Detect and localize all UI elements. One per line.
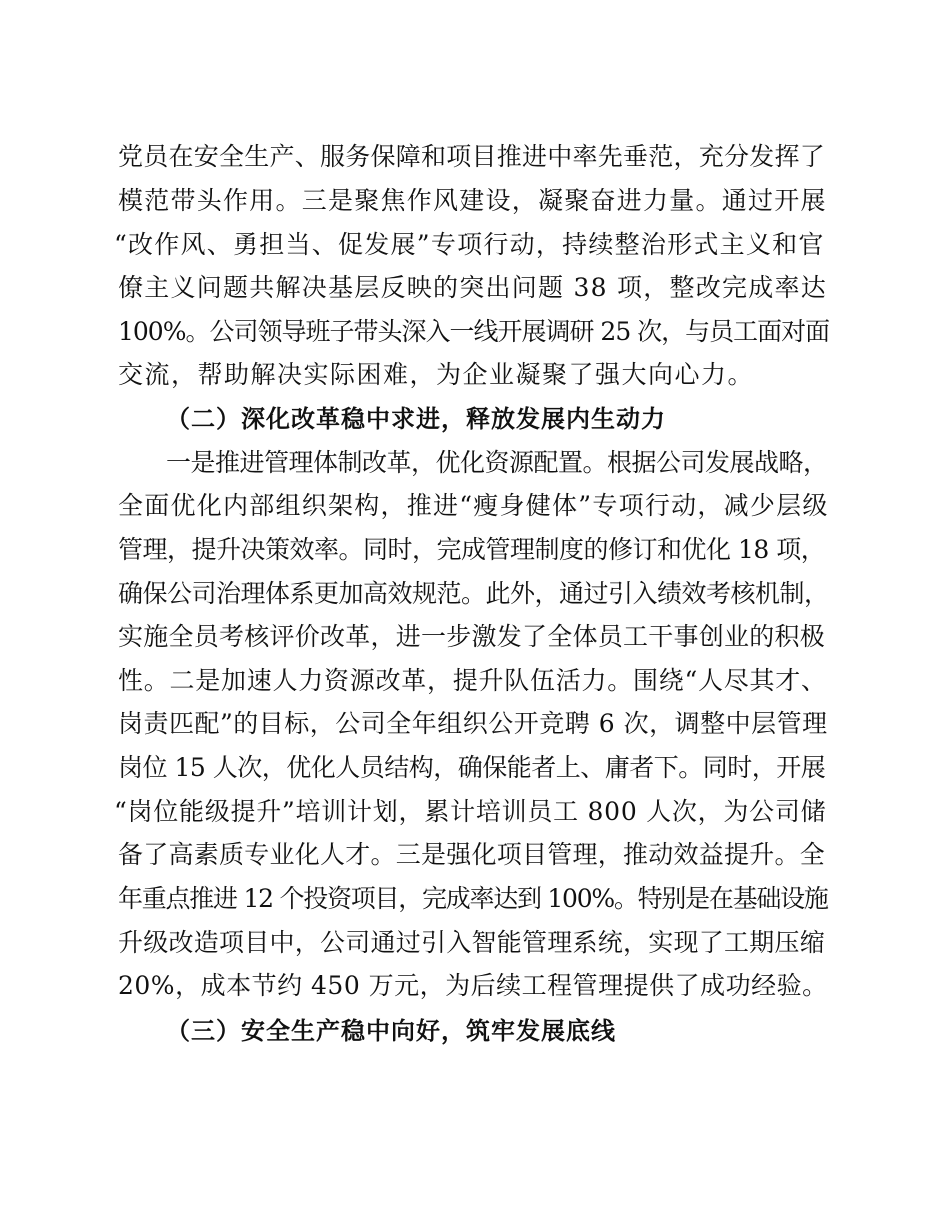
paragraph-line: 一是推进管理体制改革，优化资源配置。根据公司发展战略， <box>166 448 828 477</box>
paragraph-line: “岗位能级提升”培训计划，累计培训员工 800 人次，为公司储 <box>114 797 827 826</box>
paragraph-line: 备了高素质专业化人才。三是强化项目管理，推动效益提升。全 <box>118 840 826 869</box>
paragraph-line: 20%，成本节约 450 万元，为后续工程管理提供了成功经验。 <box>118 971 828 1000</box>
paragraph-line: 年重点推进 12 个投资项目，完成率达到 100%。特别是在基础设施 <box>118 884 828 913</box>
paragraph-line: 全面优化内部组织架构，推进“瘦身健体”专项行动，减少层级 <box>118 491 829 520</box>
section-heading-3: （三）安全生产稳中向好，筑牢发展底线 <box>166 1017 616 1045</box>
section-heading-2: （二）深化改革稳中求进，释放发展内生动力 <box>166 405 666 433</box>
paragraph-line: 岗位 15 人次，优化人员结构，确保能者上、庸者下。同时，开展 <box>118 753 826 782</box>
paragraph-line: 僚主义问题共解决基层反映的突出问题 38 项，整改完成率达 <box>118 273 827 302</box>
paragraph-line: 升级改造项目中，公司通过引入智能管理系统，实现了工期压缩 <box>118 928 826 957</box>
paragraph-line: “改作风、勇担当、促发展”专项行动，持续整治形式主义和官 <box>114 230 825 259</box>
paragraph-line: 性。二是加速人力资源改革，提升队伍活力。围绕“人尽其才、 <box>118 666 827 695</box>
paragraph-line: 党员在安全生产、服务保障和项目推进中率先垂范，充分发挥了 <box>118 142 826 171</box>
paragraph-line: 交流，帮助解决实际困难，为企业凝聚了强大向心力。 <box>118 360 755 389</box>
paragraph-line: 模范带头作用。三是聚焦作风建设，凝聚奋进力量。通过开展 <box>118 186 827 215</box>
paragraph-line: 岗责匹配”的目标，公司全年组织公开竞聘 6 次，调整中层管理 <box>118 709 828 738</box>
paragraph-line: 管理，提升决策效率。同时，完成管理制度的修订和优化 18 项， <box>118 535 826 564</box>
paragraph-line: 确保公司治理体系更加高效规范。此外，通过引入绩效考核机制， <box>118 579 829 608</box>
paragraph-line: 实施全员考核评价改革，进一步激发了全体员工干事创业的积极 <box>118 622 826 651</box>
paragraph-line: 100%。公司领导班子带头深入一线开展调研 25 次，与员工面对面 <box>118 317 830 346</box>
